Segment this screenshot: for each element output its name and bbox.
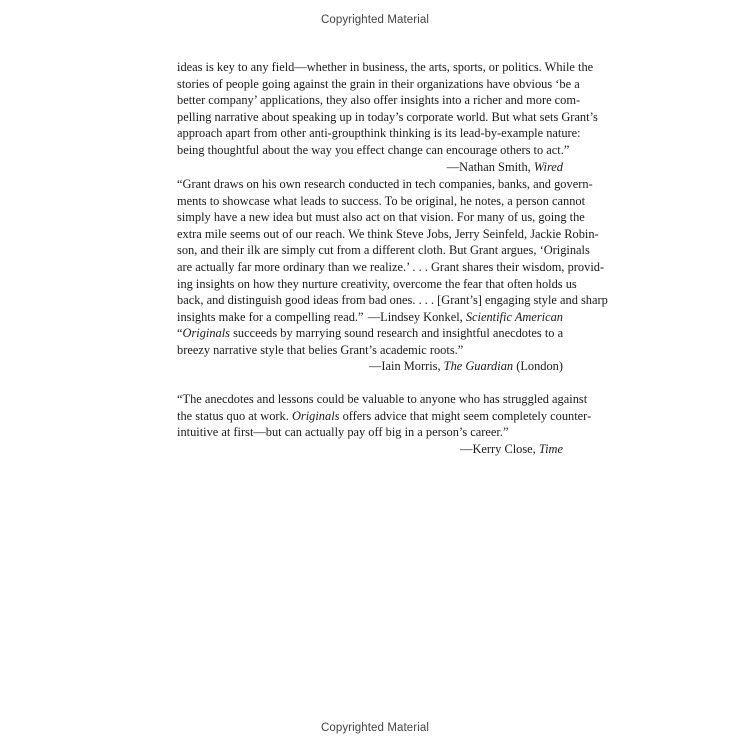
review-line [177, 408, 592, 425]
review-text: succeeds by marrying sound research and insightful anecdotes to a [230, 326, 564, 340]
attribution-source: Time [538, 441, 563, 456]
review-kerry-close [177, 391, 592, 457]
review-line: being thoughtful about the way you effect change can encourage others to act.” [177, 142, 570, 157]
review-lindsey-konkel [177, 176, 608, 325]
review-line: ing insights on how they nurture creativity, overcome the fear that often holds us [177, 276, 577, 291]
review-last-line [177, 309, 563, 326]
review-line: intuitive at first—but can actually pay off big in a person’s career.” [177, 425, 509, 440]
copyright-header: Copyrighted Material [320, 14, 430, 26]
review-line: stories of people going against the grain in their organizations have obvious ‘be a [177, 76, 580, 91]
review-attribution [177, 358, 563, 375]
attribution-source: The Guardian [443, 359, 514, 374]
review-line: approach apart from other anti-groupthink thinking is its lead-by-example nature: [177, 126, 581, 141]
review-attribution [177, 441, 563, 458]
review-line: “Grant draws on his own research conducted in tech companies, banks, and govern- [177, 177, 593, 191]
review-attribution [368, 309, 563, 326]
review-line: ideas is key to any field—whether in business, the arts, sports, or politics. While the [177, 60, 594, 74]
review-line: son, and their ilk are simply cut from a different cloth. But Grant argues, ‘Originals [177, 243, 590, 258]
review-line: ments to showcase what leads to success. To be original, he notes, a person cannot [177, 193, 586, 208]
review-line: back, and distinguish good ideas from bad ones. . . . [Grant’s] engaging style and sharp [177, 293, 608, 308]
review-line: “The anecdotes and lessons could be valuable to anyone who has struggled against [177, 392, 588, 406]
book-title: Originals [182, 326, 231, 340]
review-line: breezy narrative style that belies Grant’s academic roots.” [177, 342, 464, 357]
review-attribution [177, 159, 563, 176]
review-line: pelling narrative about speaking up in today’s corporate world. But what sets Grant’s [177, 109, 598, 124]
attribution-author: —Nathan Smith, [446, 159, 534, 174]
copyright-footer: Copyrighted Material [320, 722, 430, 734]
review-nathan-smith [177, 59, 598, 175]
attribution-author: —Iain Morris, [368, 359, 444, 374]
review-line: better company’ applications, they also offer insights into a richer and more com- [177, 93, 581, 108]
book-title: Originals [291, 408, 340, 423]
review-text: the status quo at work. [177, 408, 292, 423]
attribution-source: Scientific American [465, 309, 563, 324]
review-line: simply have a new idea but must also act on that vision. For many of us, going the [177, 210, 585, 225]
review-line: are actually far more ordinary than we realize.’ . . . Grant shares their wisdom, provid- [177, 259, 605, 274]
review-line: extra mile seems out of our reach. We think Steve Jobs, Jerry Seinfeld, Jackie Robin- [177, 226, 599, 241]
attribution-source: Wired [533, 159, 563, 174]
review-line: insights make for a compelling read.” [177, 309, 364, 324]
review-line [177, 325, 563, 342]
review-iain-morris [177, 325, 563, 375]
open-quote: “ [177, 326, 183, 340]
attribution-author: —Kerry Close, [460, 441, 539, 456]
attribution-location: (London) [513, 359, 563, 374]
review-text: offers advice that might seem completely counter- [339, 408, 592, 423]
attribution-author: —Lindsey Konkel, [367, 309, 466, 324]
